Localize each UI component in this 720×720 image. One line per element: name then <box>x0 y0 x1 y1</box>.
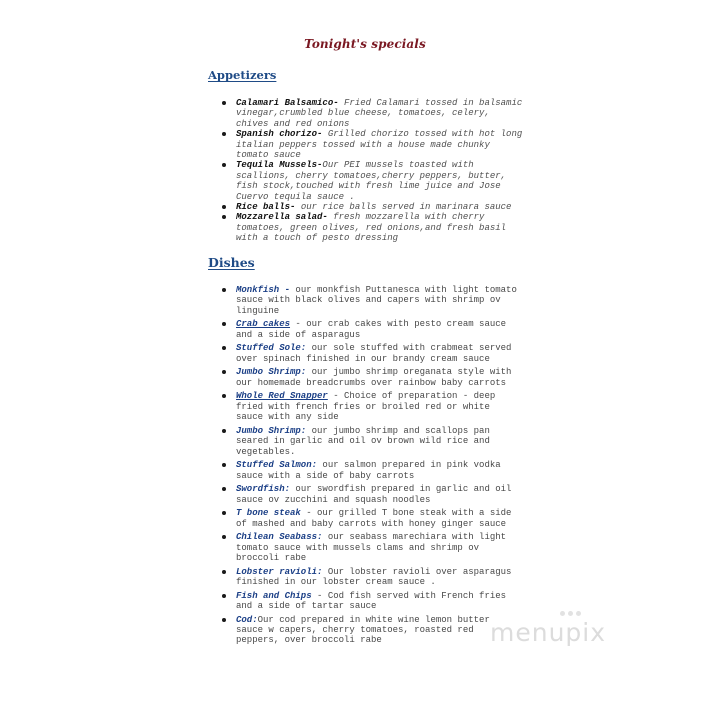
item-description: Fried Calamari tossed in balsamic vinegar,crumbled blue cheese, tomatoes, celery, chives and red onions <box>236 98 523 129</box>
bullet-icon <box>222 163 226 167</box>
item-name: Mozzarella salad- <box>236 212 328 223</box>
item-description: - Cod fish served with French fries and a side of tartar sauce <box>236 590 507 612</box>
bullet-icon <box>222 594 226 598</box>
item-description: our jumbo shrimp oreganata style with our homemade breadcrumbs over rainbow baby carrots <box>236 367 512 388</box>
list-item <box>222 615 522 646</box>
item-name: Cod: <box>236 614 258 625</box>
appetizers-heading: Appetizers <box>208 68 277 82</box>
list-item <box>222 460 522 481</box>
list-item <box>222 343 522 364</box>
item-description: fresh mozzarella with cherry tomatoes, green olives, red onions,and fresh basil with a touch of pesto dressing <box>236 212 507 244</box>
list-item <box>222 285 522 316</box>
item-description: our rice balls served in marinara sauce <box>295 202 512 213</box>
bullet-icon <box>222 394 226 398</box>
list-item <box>222 591 522 612</box>
bullet-icon <box>222 463 226 467</box>
bullet-icon <box>222 101 226 105</box>
list-item <box>222 508 522 529</box>
dishes-list <box>222 285 522 649</box>
item-name: Chilean Seabass: <box>236 532 323 543</box>
list-item <box>222 532 522 563</box>
list-item <box>222 391 522 422</box>
appetizers-list <box>222 98 527 244</box>
item-description: - our crab cakes with pesto cream sauce and a side of asparagus <box>236 319 507 340</box>
item-name: Lobster ravioli: <box>236 566 323 577</box>
item-name: Jumbo Shrimp: <box>236 425 307 436</box>
list-item <box>222 212 527 243</box>
item-description: Our lobster ravioli over asparagus finished in our lobster cream sauce . <box>236 566 512 588</box>
bullet-icon <box>222 346 226 350</box>
item-description: our monkfish Puttanesca with light tomato sauce with black olives and capers with shrimp ov linguine <box>236 285 517 316</box>
list-item <box>222 567 522 588</box>
item-description: - our grilled T bone steak with a side of mashed and baby carrots with honey ginger sauce <box>236 508 512 529</box>
watermark: menupix <box>490 618 607 647</box>
item-name: Rice balls- <box>236 202 296 213</box>
bullet-icon <box>222 570 226 574</box>
page-title: Tonight's specials <box>304 37 426 51</box>
bullet-icon <box>222 132 226 136</box>
bullet-icon <box>222 429 226 433</box>
list-item <box>222 98 527 129</box>
item-name: Monkfish - <box>236 285 291 295</box>
list-item <box>222 367 522 388</box>
list-item <box>222 484 522 505</box>
item-name: Stuffed Salmon: <box>236 460 318 471</box>
item-name: Swordfish: <box>236 484 291 495</box>
bullet-icon <box>222 322 226 326</box>
bullet-icon <box>222 487 226 491</box>
item-name: Jumbo Shrimp: <box>236 367 307 378</box>
item-name: Spanish chorizo- <box>236 129 323 140</box>
item-description: Grilled chorizo tossed with hot long italian peppers tossed with a house made chunky tomato sauce <box>236 129 523 161</box>
item-description: our seabass marechiara with light tomato sauce with mussels clams and shrimp ov broccoli rabe <box>236 532 507 564</box>
bullet-icon <box>222 215 226 219</box>
bullet-icon <box>222 511 226 515</box>
dishes-heading: Dishes <box>208 255 255 270</box>
item-description: Our cod prepared in white wine lemon butter sauce w capers, cherry tomatoes, roasted red peppers, over broccoli rabe <box>236 614 490 646</box>
item-description: Our PEI mussels toasted with scallions, cherry tomatoes,cherry peppers, butter, fish stock,touched with fresh lime juice and Jose Cuervo tequila sauce . <box>236 160 507 202</box>
item-description: our salmon prepared in pink vodka sauce with a side of baby carrots <box>236 460 501 481</box>
item-description: our jumbo shrimp and scallops pan seared in garlic and oil ov brown wild rice and vegetables. <box>236 425 490 457</box>
bullet-icon <box>222 370 226 374</box>
item-description: our swordfish prepared in garlic and oil sauce ov zucchini and squash noodles <box>236 484 512 505</box>
list-item <box>222 319 522 340</box>
item-description: - Choice of preparation - deep fried with french fries or broiled red or white sauce with any side <box>236 391 496 423</box>
item-name: Whole Red Snapper <box>236 391 328 402</box>
item-description: our sole stuffed with crabmeat served over spinach finished in our brandy cream sauce <box>236 343 512 364</box>
item-name: Calamari Balsamico- <box>236 98 339 108</box>
item-name: T bone steak <box>236 508 301 519</box>
bullet-icon <box>222 535 226 539</box>
bullet-icon <box>222 618 226 622</box>
list-item <box>222 129 527 160</box>
bullet-icon <box>222 288 226 292</box>
item-name: Fish and Chips <box>236 590 312 601</box>
list-item <box>222 202 527 212</box>
item-name: Tequila Mussels- <box>236 160 323 171</box>
list-item <box>222 160 527 202</box>
list-item <box>222 426 522 457</box>
bullet-icon <box>222 205 226 209</box>
item-name: Crab cakes <box>236 319 291 330</box>
item-name: Stuffed Sole: <box>236 343 307 354</box>
